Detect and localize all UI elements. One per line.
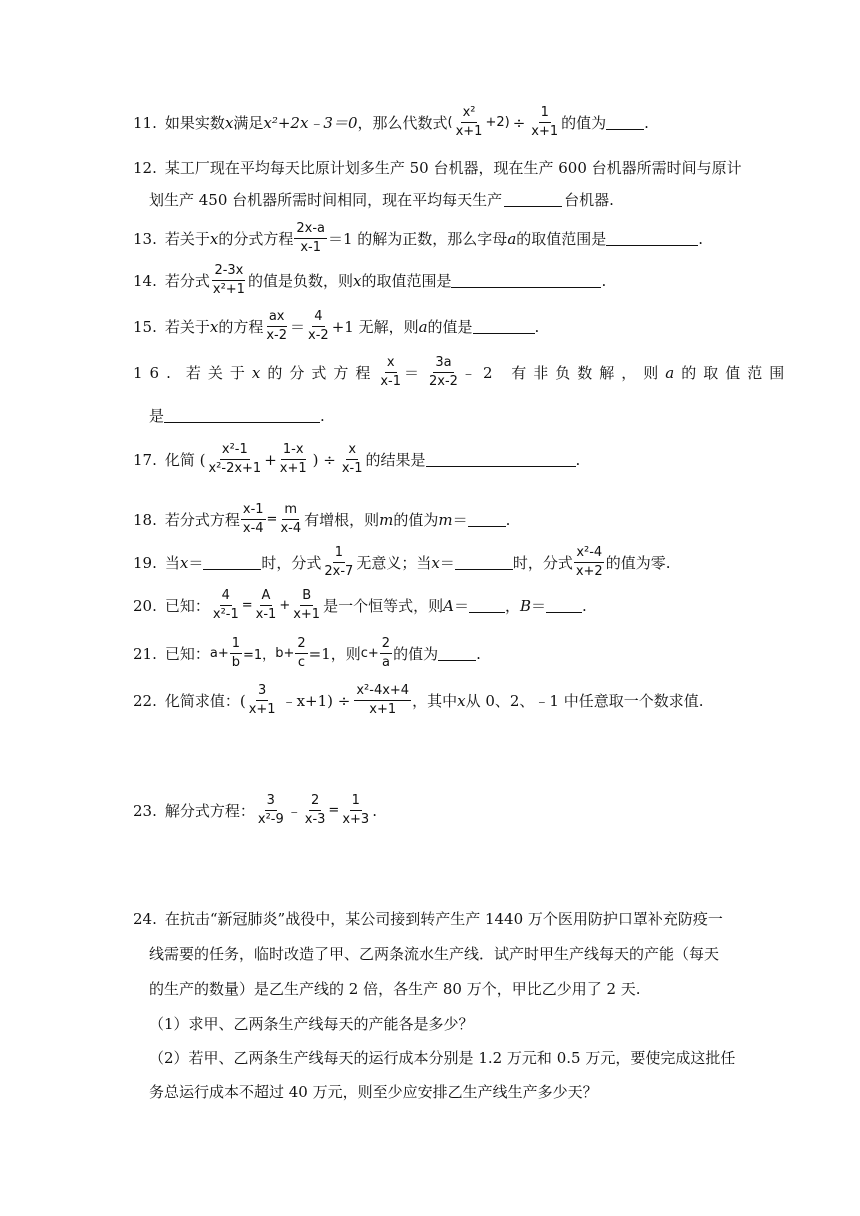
answer-blank[interactable]	[546, 598, 582, 613]
question-17	[133, 442, 580, 477]
fraction	[574, 545, 605, 580]
answer-blank[interactable]	[469, 598, 505, 613]
question-16	[133, 355, 791, 390]
fraction	[306, 309, 331, 344]
question-text: ，其中	[412, 692, 458, 710]
question-13	[133, 221, 703, 256]
denominator: x-4	[242, 521, 264, 536]
question-text: 的值是	[427, 318, 473, 336]
denominator: x+2	[575, 564, 603, 579]
period: .	[505, 510, 511, 529]
equals-sign: =	[241, 598, 253, 613]
question-text: 划生产 450 台机器所需时间相同，现在平均每天生产	[149, 191, 503, 209]
period: .	[601, 271, 607, 290]
fraction	[278, 442, 309, 477]
question-number: 24.	[133, 909, 157, 928]
question-text: =1，则	[308, 645, 361, 663]
minus-sign: ﹣	[286, 802, 302, 820]
question-12	[133, 157, 742, 178]
expression: =1，	[243, 648, 276, 663]
denominator: c	[297, 655, 306, 670]
fraction	[211, 588, 241, 623]
numerator: x²-1	[220, 442, 250, 460]
question-24-sub-2	[149, 1047, 735, 1068]
denominator: x²-9	[257, 812, 284, 827]
expression: ﹣x+1) ÷	[281, 692, 351, 710]
comma: ，	[504, 597, 520, 615]
answer-blank[interactable]	[438, 646, 476, 661]
answer-blank[interactable]	[473, 319, 535, 334]
variable: x	[251, 363, 268, 382]
variable: B	[519, 596, 531, 615]
fraction	[340, 442, 365, 477]
question-text: 的取值范围	[681, 364, 792, 382]
numerator: ax	[267, 309, 287, 327]
question-text: 时，分式	[512, 554, 573, 572]
question-text: 的结果是	[365, 451, 426, 469]
answer-blank[interactable]	[455, 555, 513, 570]
question-text: 的方程	[218, 318, 264, 336]
fraction	[211, 263, 247, 298]
period: .	[582, 596, 587, 615]
fraction	[230, 636, 242, 671]
question-text: 线需要的任务，临时改造了甲、乙两条流水生产线．试产时甲生产线每天的产能（每天	[149, 945, 720, 963]
denominator: x+1	[369, 702, 397, 717]
numerator: x²	[461, 105, 478, 123]
variable: x	[224, 113, 234, 132]
question-text: 台机器.	[564, 191, 614, 209]
expression: c+	[360, 646, 379, 661]
question-text: ﹣2 有非负数解，则	[460, 364, 666, 382]
question-text: 的生产的数量）是乙生产线的 2 倍，各生产 80 万个，甲比乙少用了 2 天.	[149, 980, 641, 998]
question-number: 13.	[133, 229, 157, 248]
question-23	[133, 793, 377, 828]
variable: m	[379, 510, 394, 529]
fraction	[378, 355, 403, 390]
question-text: 化简 (	[164, 451, 206, 469]
numerator: 1	[539, 105, 551, 123]
fraction	[294, 221, 327, 256]
question-text: 若分式方程	[164, 511, 240, 529]
variable: x	[457, 691, 466, 710]
question-text: 的取值范围是	[516, 230, 607, 248]
question-18	[133, 502, 510, 537]
numerator: x²-4x+4	[354, 683, 411, 701]
question-text: +1 无解，则	[331, 318, 419, 336]
variable: a	[665, 363, 682, 382]
numerator: x	[385, 355, 397, 373]
question-number: 12.	[133, 158, 157, 177]
denominator: x+3	[342, 812, 370, 827]
question-24-line-2	[149, 943, 719, 964]
question-number: 22.	[133, 691, 157, 710]
numerator: 2-3x	[212, 263, 245, 281]
answer-blank[interactable]	[606, 115, 644, 130]
question-text: 时，分式	[261, 554, 322, 572]
question-text: 若分式	[164, 272, 210, 290]
numerator: m	[282, 502, 299, 520]
question-14	[133, 263, 606, 298]
question-20	[133, 588, 587, 623]
question-text: 无意义；当	[356, 554, 432, 572]
fraction	[254, 588, 279, 623]
question-text: 是一个恒等式，则	[323, 597, 444, 615]
plus-sign: +	[264, 450, 277, 469]
question-text: 从 0、2、﹣1 中任意取一个数求值.	[465, 692, 704, 710]
numerator: x²-4	[574, 545, 604, 563]
numerator: 3	[265, 793, 277, 811]
question-text: 化简求值：(	[164, 692, 246, 710]
fraction	[241, 502, 266, 537]
question-text: （2）若甲、乙两条生产线每天的运行成本分别是 1.2 万元和 0.5 万元，要使完成这批任	[149, 1049, 736, 1067]
variable: x	[209, 317, 219, 336]
answer-blank[interactable]	[203, 555, 261, 570]
fraction	[529, 105, 560, 140]
equals-sign: =	[328, 803, 340, 818]
numerator: x-1	[241, 502, 266, 520]
numerator: B	[300, 588, 313, 606]
expression: b+	[275, 646, 295, 661]
question-text: 的值是负数，则	[247, 272, 353, 290]
numerator: 2	[295, 636, 307, 654]
question-number: 21.	[133, 644, 157, 663]
answer-blank[interactable]	[606, 231, 698, 246]
answer-blank[interactable]	[468, 512, 506, 527]
question-text: 的取值范围是	[361, 272, 452, 290]
numerator: 4	[220, 588, 232, 606]
fraction	[278, 502, 303, 537]
denominator: x-2	[266, 328, 288, 343]
fraction	[454, 105, 485, 140]
fraction	[380, 636, 392, 671]
denominator: x²+1	[212, 282, 245, 297]
equation: x²+2x﹣3＝0	[263, 114, 358, 132]
question-24	[133, 908, 723, 929]
question-16-line-2	[149, 405, 325, 426]
question-text: 满足	[233, 114, 264, 132]
expression: a+	[209, 646, 229, 661]
period: .	[534, 317, 540, 336]
denominator: x+1	[279, 461, 307, 476]
equals-sign: ＝	[290, 318, 306, 336]
period: .	[644, 113, 649, 132]
period: .	[476, 644, 481, 663]
fraction	[303, 793, 328, 828]
numerator: 3	[256, 683, 268, 701]
question-text: 在抗击“新冠肺炎”战役中，某公司接到转产生产 1440 万个医用防护口罩补充防疫一	[164, 910, 723, 928]
denominator: x²-1	[212, 607, 239, 622]
question-number: 11.	[133, 113, 157, 132]
question-number: 14.	[133, 271, 157, 290]
question-text: 的值为	[393, 645, 439, 663]
variable: m	[438, 510, 453, 529]
variable: x	[209, 229, 219, 248]
fraction	[295, 636, 307, 671]
question-text: 有增根，则	[304, 511, 380, 529]
period: .	[698, 229, 704, 248]
question-11	[133, 105, 649, 140]
numerator: 2	[380, 636, 392, 654]
question-text: 若关于	[164, 318, 210, 336]
question-number: 15.	[133, 317, 157, 336]
answer-blank[interactable]	[504, 192, 562, 207]
question-24-sub-1	[149, 1013, 474, 1034]
question-number: 23.	[133, 801, 157, 820]
question-number: 18.	[133, 510, 157, 529]
question-text: 解分式方程：	[164, 802, 255, 820]
variable: x	[352, 271, 362, 290]
equals-sign: ＝	[404, 364, 427, 382]
answer-blank[interactable]	[451, 273, 601, 288]
denominator: x²-2x+1	[208, 461, 262, 476]
question-text: 已知：	[164, 597, 210, 615]
variable: a	[418, 317, 428, 336]
divide-sign: ÷	[512, 113, 526, 132]
question-number: 16.	[133, 363, 178, 382]
denominator: x+1	[455, 124, 483, 139]
question-text: ＝1 的解为正数，那么字母	[327, 230, 508, 248]
equals-sign: ＝	[452, 511, 468, 529]
numerator: 1-x	[281, 442, 306, 460]
question-text: 的分式方程	[267, 364, 378, 382]
question-22	[133, 683, 704, 718]
question-text: 若关于	[164, 230, 210, 248]
numerator: 1	[333, 545, 345, 563]
variable: A	[443, 596, 454, 615]
question-text: （1）求甲、乙两条生产线每天的产能各是多少？	[149, 1015, 474, 1033]
question-text: 是	[149, 407, 165, 425]
fraction	[354, 683, 411, 718]
question-text: ) ÷	[312, 450, 336, 469]
numerator: 4	[312, 309, 324, 327]
question-text: 当	[164, 554, 180, 572]
expression: +2)	[485, 115, 510, 130]
numerator: 1	[350, 793, 362, 811]
numerator: A	[260, 588, 273, 606]
equals-sign: ＝	[453, 597, 469, 615]
question-19	[133, 545, 670, 580]
numerator: 1	[230, 636, 242, 654]
plus-sign: +	[279, 598, 291, 613]
fraction	[247, 683, 278, 718]
question-text: 某工厂现在平均每天比原计划多生产 50 台机器，现在生产 600 台机器所需时间与原计	[164, 159, 742, 177]
fraction	[291, 588, 322, 623]
denominator: x+1	[248, 702, 276, 717]
period: .	[372, 801, 377, 820]
question-15	[133, 309, 539, 344]
denominator: a	[381, 655, 390, 670]
denominator: x-1	[341, 461, 363, 476]
fraction	[256, 793, 286, 828]
question-text: 若关于	[185, 364, 252, 382]
answer-blank[interactable]	[426, 452, 576, 467]
fraction	[264, 309, 289, 344]
question-24-sub-2-line-2	[149, 1081, 598, 1102]
denominator: x-1	[380, 374, 402, 389]
equals-sign: =	[266, 512, 278, 527]
denominator: x-2	[308, 328, 329, 343]
numerator: x	[346, 442, 358, 460]
question-text: 的分式方程	[218, 230, 294, 248]
question-text: ，那么代数式	[357, 114, 448, 132]
fraction	[340, 793, 371, 828]
variable: x	[179, 553, 189, 572]
denominator: 2x-7	[324, 564, 354, 579]
paren: (	[447, 115, 453, 130]
denominator: x-1	[255, 607, 277, 622]
question-24-line-3	[149, 978, 641, 999]
question-number: 17.	[133, 450, 157, 469]
question-21	[133, 636, 481, 671]
numerator: 2x-a	[294, 221, 327, 239]
variable: a	[507, 229, 517, 248]
denominator: x+1	[531, 124, 559, 139]
question-text: 务总运行成本不超过 40 万元，则至少应安排乙生产线生产多少天？	[149, 1083, 598, 1101]
fraction	[322, 545, 355, 580]
period: .	[575, 450, 581, 469]
question-text: 的值为	[561, 114, 607, 132]
numerator: 3a	[433, 355, 453, 373]
fraction	[206, 442, 263, 477]
denominator: x-3	[304, 812, 326, 827]
question-text: 如果实数	[164, 114, 225, 132]
question-number: 19.	[133, 553, 157, 572]
question-text: 的值为零.	[605, 554, 671, 572]
equals-sign: ＝	[439, 554, 455, 572]
denominator: x-4	[280, 521, 302, 536]
question-number: 20.	[133, 596, 157, 615]
equals-sign: ＝	[531, 597, 547, 615]
denominator: x-1	[300, 240, 321, 255]
question-text: 已知：	[164, 645, 210, 663]
denominator: x+1	[293, 607, 321, 622]
question-text: 的值为	[393, 511, 439, 529]
answer-blank[interactable]	[164, 408, 320, 423]
question-12-line-2	[149, 189, 614, 210]
equals-sign: ＝	[188, 554, 204, 572]
denominator: b	[231, 655, 240, 670]
denominator: 2x-2	[429, 374, 458, 389]
numerator: 2	[309, 793, 321, 811]
fraction	[427, 355, 460, 390]
variable: x	[431, 553, 440, 572]
period: .	[320, 406, 325, 425]
